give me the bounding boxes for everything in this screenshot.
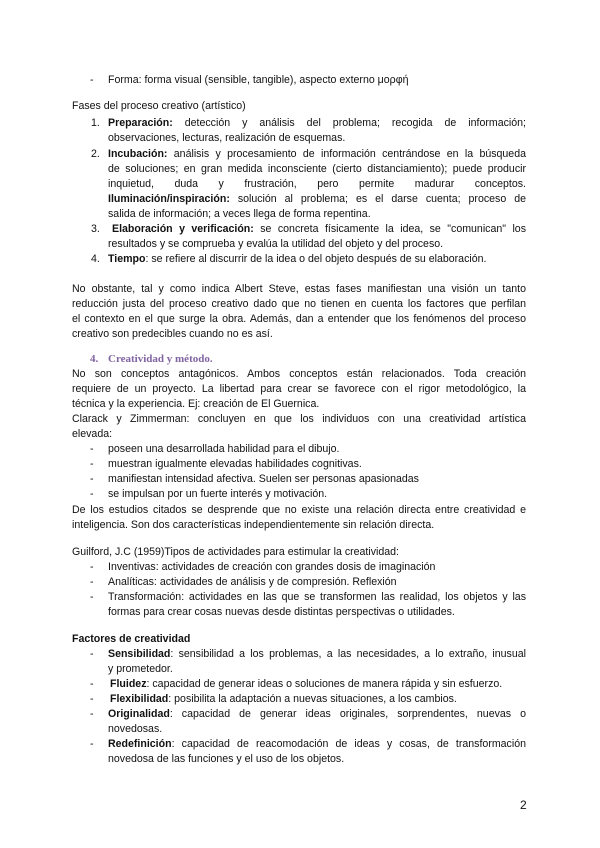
phases-title: Fases del proceso creativo (artístico) <box>72 100 246 112</box>
phase-incubacion-cont: de soluciones; en gran medida inconsciente (cierto distanciamiento); puede producir <box>108 163 526 175</box>
list-item-cont: formas para crear cosas nuevas desde distintas perspectivas o utilidades. <box>108 606 455 618</box>
factor-cont: y prometedor. <box>108 663 173 675</box>
phase-preparacion-cont: observaciones, lecturas, realización de esquemas. <box>108 132 346 144</box>
phase-term: Elaboración y verificación: <box>112 223 254 235</box>
bullet-dash: - <box>90 458 94 470</box>
list-item: manifiestan intensidad afectiva. Suelen ser personas apasionadas <box>108 473 419 485</box>
bullet-dash: - <box>90 693 94 705</box>
bullet-dash: - <box>90 591 94 603</box>
phase-iluminacion: Iluminación/inspiración: solución al problema; es el darse cuenta; proceso de <box>108 193 526 205</box>
paragraph-line: requiere de un proyecto. La libertad para crear se favorece con el rigor metodológico, la <box>72 383 526 395</box>
phase-term: Iluminación/inspiración: <box>108 193 230 205</box>
paragraph-line: No son conceptos antagónicos. Ambos conceptos están relacionados. Toda creación <box>72 368 526 380</box>
phase-tiempo: Tiempo: se refiere al discurrir de la idea o del objeto después de su elaboración. <box>108 253 487 265</box>
paragraph-line: reducción justa del proceso creativo dado que no tienen en cuenta los factores que perfilan <box>72 298 526 310</box>
list-item: Analíticas: actividades de análisis y de compresión. Reflexión <box>108 576 397 588</box>
guilford-title: Guilford, J.C (1959)Tipos de actividades para estimular la creatividad: <box>72 546 399 558</box>
paragraph-line: inteligencia. Son dos características independientemente sin relación directa. <box>72 519 435 531</box>
phase-term: Tiempo <box>108 253 146 265</box>
factor-cont: novedosas. <box>108 723 163 735</box>
list-item: muestran igualmente elevadas habilidades cognitivas. <box>108 458 362 470</box>
list-number: 1. <box>91 117 100 129</box>
list-item: Inventivas: actividades de creación con grandes dosis de imaginación <box>108 561 436 573</box>
bullet-dash: - <box>90 708 94 720</box>
bullet-dash: - <box>90 488 94 500</box>
factor-term: Sensibilidad <box>108 648 171 660</box>
phase-term: Incubación: <box>108 148 168 160</box>
phase-elaboracion: Elaboración y verificación: se concreta físicamente la idea, se "comunican" los <box>112 223 526 235</box>
paragraph-line: elevada: <box>72 428 113 440</box>
factor-term: Originalidad <box>108 708 170 720</box>
factor-redefinicion: Redefinición: capacidad de reacomodación de ideas y cosas, de transformación <box>108 738 526 750</box>
factors-title: Factores de creatividad <box>72 633 191 645</box>
bullet-dash: - <box>90 473 94 485</box>
paragraph-line: De los estudios citados se desprende que no existe una relación directa entre creatividad e <box>72 504 526 516</box>
factor-flexibilidad: Flexibilidad: posibilita la adaptación a nuevas situaciones, a los cambios. <box>110 693 457 705</box>
factor-fluidez: Fluidez: capacidad de generar ideas o soluciones de manera rápida y sin esfuerzo. <box>110 678 503 690</box>
list-number: 3. <box>91 223 100 235</box>
phase-incubacion-cont: inquietud, duda y frustración, pero permite madurar conceptos. <box>108 178 526 190</box>
bullet-dash: - <box>90 561 94 573</box>
factor-cont: novedosa de las funciones y el uso de los objetos. <box>108 753 345 765</box>
list-number: 4. <box>91 253 100 265</box>
bullet-dash: - <box>90 443 94 455</box>
section-number: 4. <box>90 353 99 365</box>
paragraph-line: creativo son predecibles cuando no es así. <box>72 328 273 340</box>
phase-incubacion: Incubación: análisis y procesamiento de información centrándose en la búsqueda <box>108 148 526 160</box>
page-number: 2 <box>520 798 527 812</box>
phase-preparacion: Preparación: detección y análisis del problema; recogida de información; <box>108 117 526 129</box>
factor-term: Flexibilidad <box>110 693 169 705</box>
list-item: se impulsan por un fuerte interés y motivación. <box>108 488 328 500</box>
list-item: Transformación: actividades en las que se transformen las realidad, los objetos y las <box>108 591 526 603</box>
list-number: 2. <box>91 148 100 160</box>
list-item: poseen una desarrollada habilidad para el dibujo. <box>108 443 340 455</box>
bullet-dash: - <box>90 648 94 660</box>
intro-item-text: Forma: forma visual (sensible, tangible), aspecto externo μορφή <box>108 74 409 86</box>
bullet-dash: - <box>90 738 94 750</box>
paragraph-line: técnica y la experiencia. Ej: creación de El Guernica. <box>72 398 320 410</box>
factor-sensibilidad: Sensibilidad: sensibilidad a los problemas, a las necesidades, a lo extraño, inusual <box>108 648 526 660</box>
bullet-dash: - <box>90 576 94 588</box>
phase-term: Preparación: <box>108 117 173 129</box>
phase-iluminacion-cont: salida de información; a veces llega de forma repentina. <box>108 208 371 220</box>
phase-elaboracion-cont: resultados y se comprueba y evalúa la utilidad del objeto y del proceso. <box>108 238 444 250</box>
factor-term: Redefinición <box>108 738 172 750</box>
factor-term: Fluidez <box>110 678 147 690</box>
section-heading: Creatividad y método. <box>108 353 213 365</box>
bullet-dash: - <box>90 678 94 690</box>
factor-originalidad: Originalidad: capacidad de generar ideas originales, sorprendentes, nuevas o <box>108 708 526 720</box>
paragraph-line: Clarack y Zimmerman: concluyen en que los individuos con una creatividad artística <box>72 413 526 425</box>
paragraph-line: No obstante, tal y como indica Albert Steve, estas fases manifiestan una visión un tanto <box>72 283 526 295</box>
bullet-dash: - <box>90 74 94 86</box>
paragraph-line: el contexto en el que surge la obra. Además, dan a entender que los fenómenos del proceso <box>72 313 526 325</box>
